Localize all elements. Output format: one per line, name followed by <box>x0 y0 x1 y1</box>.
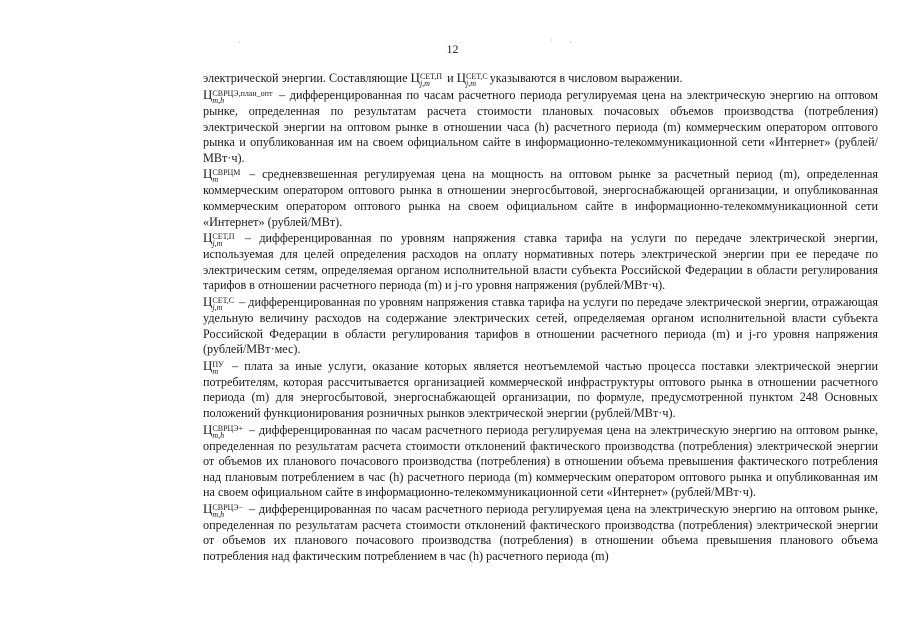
formula-symbol: Ц СЕТ,С j,m <box>456 70 488 88</box>
scan-speck: · <box>550 36 553 45</box>
definition-paragraph <box>203 87 878 166</box>
formula-symbol: Ц СВРЦЭ+ m,h <box>203 421 244 440</box>
definition-text: – дифференцированная по часам расчетного периода регулируемая цена на электрическую энергию на оптовом рынке, определенная по результатам расчета стоимости отклонений фактического производства (потребления) электрической энергии от объемов их планового почасового производства (потребления) в отношении объема превышения планового объема потребления над фактическим потреблением в час (h) расчетного периода (m) <box>203 501 878 564</box>
definition-paragraph <box>203 294 878 358</box>
formula-symbol: Ц СЕТ,С j,m <box>203 293 235 312</box>
page-number: 12 <box>446 42 459 56</box>
intro-text: указываются в числовом выражении. <box>489 71 683 85</box>
definition-paragraph <box>203 501 878 565</box>
formula-symbol: Ц СВРЦЭ− m,h <box>203 500 244 519</box>
intro-text: электрической энергии. Составляющие <box>203 71 411 85</box>
formula-symbol: Ц СЕТ,П j,m <box>203 230 235 249</box>
definition-text: – плата за иные услуги, оказание которых является неотъемлемой частью процесса поставки электрической энергии потребителям, которая рассчитывается организацией коммерческой инфраструктуры оптового рынка в отношении расчетного периода (m) для энергосбытовой, энергоснабжающей организации, по формуле, предусмотренной пунктом 248 Основных положений функционирования розничных рынков электрической энергии (рублей/МВт·ч). <box>203 358 878 420</box>
scan-speck: ' <box>570 40 572 49</box>
intro-paragraph <box>203 70 878 87</box>
definition-text: – дифференцированная по часам расчетного периода регулируемая цена на электрическую энергию на оптовом рынке, определенная по результатам расчета стоимости отклонений фактического производства (потребления) электрической энергии от объемов их планового почасового производства (потребления) в отношении объема превышения фактического потребления над плановым потреблением в час (h) расчетного периода (m) коммерческим оператором оптового рынка и опубликованная им на своем официальном сайте в информационно-телекоммуникационной сети «Интернет» (рублей/МВт·ч). <box>203 422 878 500</box>
definition-paragraph <box>203 166 878 230</box>
formula-symbol: Ц ПУ m <box>203 357 224 376</box>
definition-text: – дифференцированная по часам расчетного периода регулируемая цена на электрическую энергию на оптовом рынке, определенная по результатам расчета стоимости плановых почасовых объемов производства (потребления) электрической энергии на оптовом рынке в отношении часа (h) расчетного периода (m) коммерческим оператором оптового рынка и опубликованная им на своем официальном сайте в информационно-телекоммуникационной сети «Интернет» (рублей/МВт·ч). <box>203 88 878 165</box>
definition-paragraph <box>203 230 878 294</box>
scan-speck: · <box>238 38 241 47</box>
definition-text: – дифференцированная по уровням напряжения ставка тарифа на услуги по передаче электрической энергии, используемая для целей определения расходов на оплату нормативных потерь электрической энергии при ее передаче по электрическим сетям, определяемая органом исполнительной власти субъекта Российской Федерации в области регулирования тарифов в отношении расчетного периода (m) и j-го уровня напряжения (рублей/МВт·ч). <box>203 231 878 293</box>
definition-paragraph <box>203 422 878 501</box>
document-body <box>203 70 878 565</box>
intro-text: и <box>444 71 457 85</box>
formula-symbol: Ц СВРЦМ m <box>203 166 241 185</box>
formula-symbol: Ц СВРЦЭ,план_опт m,h <box>203 87 273 105</box>
definition-text: – средневзвешенная регулируемая цена на мощность на оптовом рынке за расчетный период (m), определенная коммерческим оператором оптового рынка в отношении энергосбытовой, энергоснабжающей организации, и опубликованная коммерческим оператором оптового рынка на своем официальном сайте в информационно-телекоммуникационной сети «Интернет» (рублей/МВт). <box>203 167 878 229</box>
definition-text: – дифференцированная по уровням напряжения ставка тарифа на услуги по передаче электрической энергии, отражающая удельную величину расходов на содержание электрических сетей, определяемая органом исполнительной власти субъекта Российской Федерации в области регулирования тарифов в отношении расчетного периода (m) и j-го уровня напряжения (рублей/МВт·мес). <box>203 294 878 357</box>
formula-symbol: Ц СЕТ,П j,m <box>410 70 443 88</box>
definition-paragraph <box>203 358 878 422</box>
